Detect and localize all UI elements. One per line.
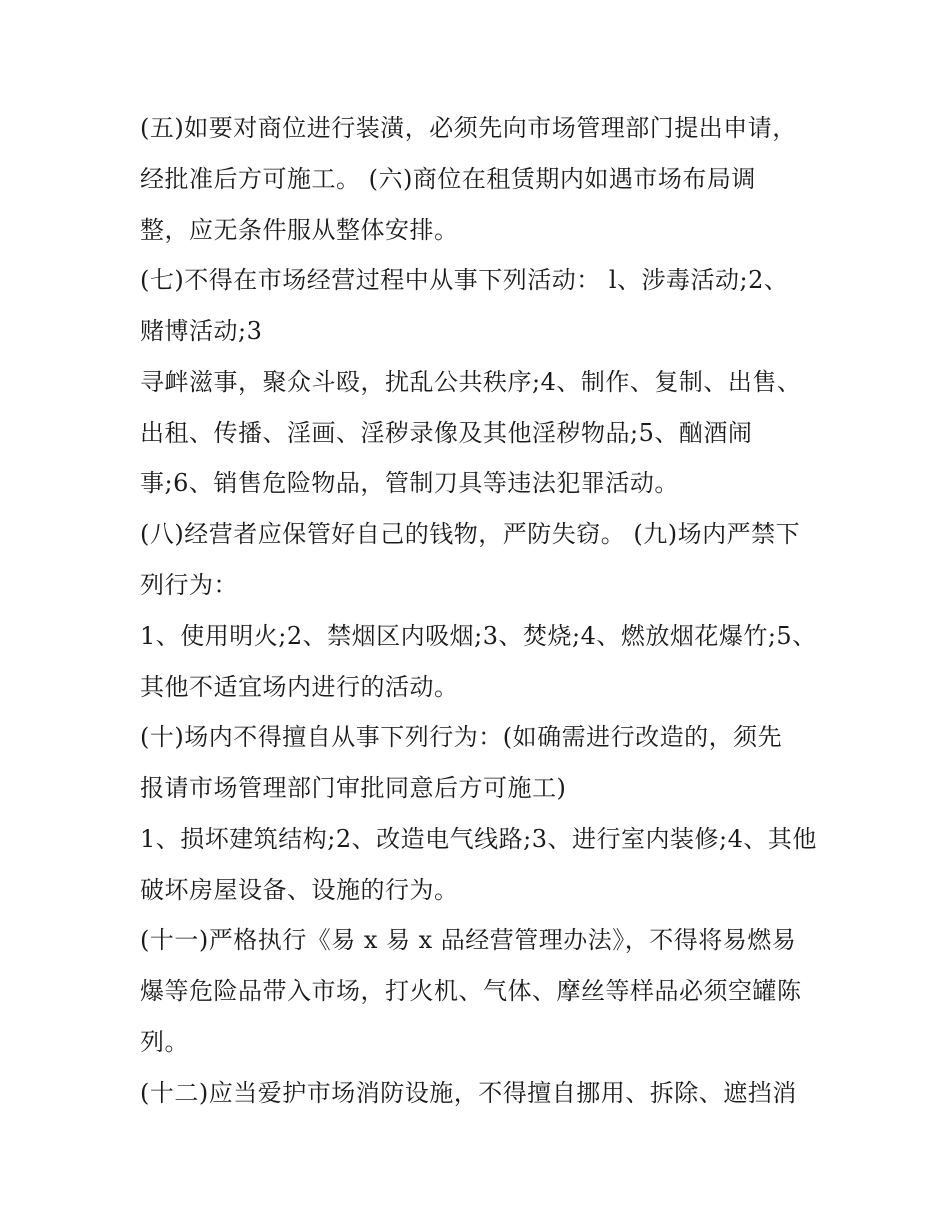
text-line: 寻衅滋事，聚众斗殴，扰乱公共秩序;4、制作、复制、出售、 — [140, 368, 802, 396]
text-line: (十一)严格执行《易 x 易 x 品经营管理办法》，不得将易燃易 — [140, 926, 797, 954]
text-line: (八)经营者应保管好自己的钱物，严防失窃。 (九)场内严禁下 — [140, 520, 801, 548]
text-line: 赌博活动;3 — [140, 317, 263, 345]
text-line: 破坏房屋设备、设施的行为。 — [140, 876, 459, 904]
text-line: 爆等危险品带入市场，打火机、气体、摩丝等样品必须空罐陈 — [140, 977, 802, 1005]
text-line: 出租、传播、淫画、淫秽录像及其他淫秽物品;5、酗酒闹 — [140, 419, 753, 447]
text-line: 整，应无条件服从整体安排。 — [140, 216, 459, 244]
text-line: 1、损坏建筑结构;2、改造电气线路;3、进行室内装修;4、其他 — [140, 825, 817, 853]
text-line: 列。 — [140, 1028, 189, 1056]
text-line: (五)如要对商位进行装潢，必须先向市场管理部门提出申请， — [140, 114, 797, 142]
text-line: 经批准后方可施工。 (六)商位在租赁期内如遇市场布局调 — [140, 165, 756, 193]
text-line: 1、使用明火;2、禁烟区内吸烟;3、焚烧;4、燃放烟花爆竹;5、 — [140, 622, 817, 650]
text-line: 列行为： — [140, 571, 238, 599]
text-line: 事;6、销售危险物品，管制刀具等违法犯罪活动。 — [140, 469, 679, 497]
text-line: (七)不得在市场经营过程中从事下列活动： l、涉毒活动;2、 — [140, 266, 789, 294]
text-line: (十二)应当爱护市场消防设施，不得擅自挪用、拆除、遮挡消 — [140, 1079, 797, 1107]
text-line: (十)场内不得擅自从事下列行为：(如确需进行改造的，须先 — [140, 723, 783, 751]
text-line: 其他不适宜场内进行的活动。 — [140, 673, 459, 701]
text-line: 报请市场管理部门审批同意后方可施工) — [140, 774, 567, 802]
